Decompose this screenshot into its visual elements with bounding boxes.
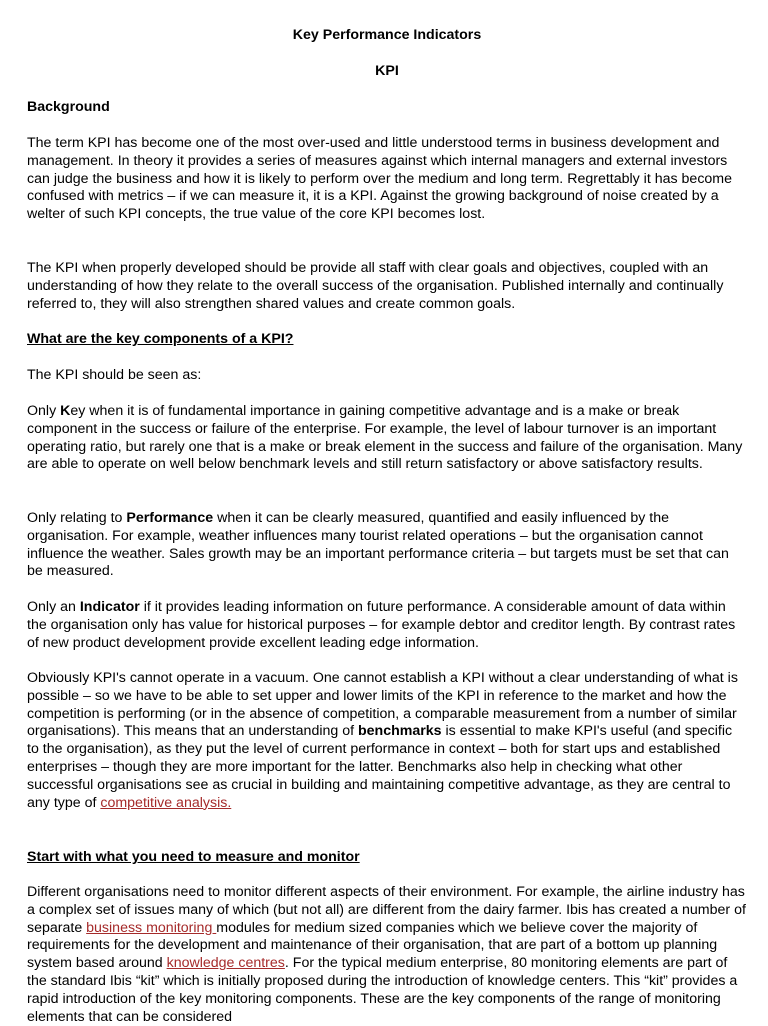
document-subtitle: KPI bbox=[375, 63, 399, 79]
mon-text-3: . For the typical medium enterprise, 80 monitoring elements are part of the standard Ibis “kit” which is initially proposed during the introduction of knowledge centers. This “kit” provides a rapid introduction of the key monitoring components. These are the key components of the range of monitoring elements that can be considered bbox=[27, 955, 738, 1025]
perf-bold: Performance bbox=[126, 510, 214, 526]
background-paragraph-2: The KPI when properly developed should be provide all staff with clear goals and objectives, coupled with an understanding of how they relate to the overall success of the organisation. Published internally and continually referred to, they will also strengthen shared values and create common goals. bbox=[27, 260, 724, 312]
bench-bold: benchmarks bbox=[357, 723, 442, 740]
key-post: ey when it is of fundamental importance in gaining competitive advantage and is a make or break component in the success or failure of the enterprise. For example, the level of labour turnover is an important operating ratio, but rarely one that is a make or break element in the success and failure of the organisation. Many are able to operate on well below benchmark levels and still return satisfactory or above satisfactory results. bbox=[27, 403, 743, 473]
benchmarks-paragraph bbox=[27, 670, 747, 812]
monitoring-paragraph bbox=[27, 884, 747, 1026]
perf-post: when it can be clearly measured, quantified and easily influenced by the organisation. For example, weather influences many tourist related operations – but the organisation cannot influence the weather. Sales growth may be an important performance criteria – but targets must be set that can be measured. bbox=[27, 510, 729, 580]
background-heading: Background bbox=[27, 99, 110, 115]
background-paragraph-1: The term KPI has become one of the most over-used and little understood terms in business development and management. In theory it provides a series of measures against which internal managers and external investors can judge the business and how it is likely to perform over the medium and long term. Regrettably it has become confused with metrics – if we can measure it, it is a KPI. Against the growing background of noise created by a welter of such KPI concepts, the true value of the core KPI becomes lost. bbox=[27, 135, 733, 223]
key-paragraph bbox=[27, 403, 747, 474]
key-bold: K bbox=[60, 403, 71, 419]
bench-post: is essential to make KPI's useful (and specific to the organisation), as they put the level of current performance in context – both for start ups and established enterprises – though they are more important for the latter. Benchmarks also help in checking what other successful organisations see as crucial in building and maintaining competitive advantage, as they are central to any type of bbox=[27, 723, 733, 811]
ind-bold: Indicator bbox=[79, 599, 140, 615]
ind-post: if it provides leading information on future performance. A considerable amount of data within the organisation only has value for historical purposes – for example debtor and creditor length. By contrast rates of new product development provide excellent leading edge information. bbox=[27, 599, 736, 651]
indicator-paragraph bbox=[27, 599, 747, 652]
ind-pre: Only an bbox=[27, 599, 80, 615]
perf-pre: Only relating to bbox=[27, 510, 127, 526]
bench-pre: Obviously KPI's cannot operate in a vacuum. One cannot establish a KPI without a clear understanding of what is possible – so we have to be able to set upper and lower limits of the KPI in reference to the market and how the competition is performing (or in the absence of competition, a comparable measurement from a number of similar organisations). This means that an understanding of bbox=[27, 670, 738, 740]
key-pre: Only bbox=[27, 403, 61, 419]
mon-text-2: modules for medium sized companies which we believe cover the majority of requirements for the development and maintenance of their organisation, that are part of a bottom up planning system based around bbox=[27, 919, 718, 972]
competitive-analysis-link[interactable]: competitive analysis. bbox=[100, 794, 232, 811]
seen-as-text: The KPI should be seen as: bbox=[27, 367, 202, 383]
knowledge-centres-link[interactable]: knowledge centres bbox=[166, 955, 285, 972]
performance-paragraph bbox=[27, 510, 747, 581]
document-title: Key Performance Indicators bbox=[292, 27, 482, 43]
business-monitoring-link[interactable]: business monitoring bbox=[86, 919, 217, 936]
mon-text-1: Different organisations need to monitor different aspects of their environment. For example, the airline industry has a complex set of issues many of which (but not all) are different from the dairy farmer. Ibis has created a number of separate bbox=[27, 884, 746, 936]
components-heading: What are the key components of a KPI? bbox=[27, 331, 294, 347]
measure-heading: Start with what you need to measure and monitor bbox=[27, 849, 360, 865]
